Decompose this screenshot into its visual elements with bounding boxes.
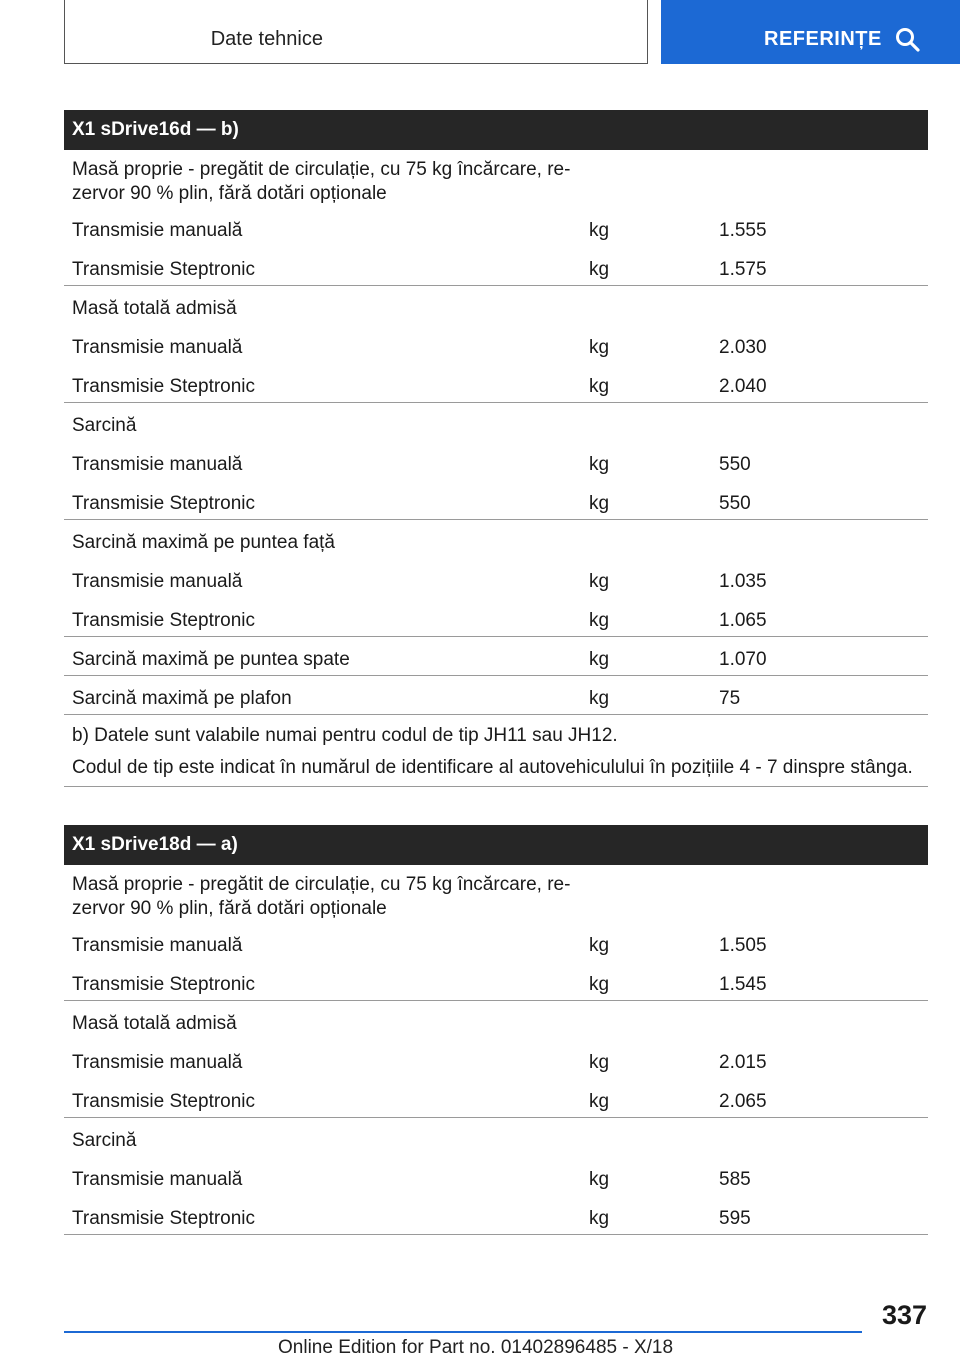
row-unit: kg bbox=[589, 220, 610, 241]
row-label: Transmisie manuală bbox=[72, 337, 243, 358]
row-value: 550 bbox=[719, 493, 751, 514]
row-label: Sarcină maximă pe plafon bbox=[72, 688, 292, 709]
row-unit: kg bbox=[589, 1208, 610, 1229]
table-row bbox=[64, 286, 928, 325]
table-heading: X1 sDrive16d — b) bbox=[64, 110, 928, 150]
row-label: Transmisie Steptronic bbox=[72, 259, 256, 280]
tab-referinte[interactable] bbox=[661, 0, 960, 64]
row-unit: kg bbox=[589, 1052, 610, 1073]
table-row bbox=[64, 150, 928, 208]
edition-text: Online Edition for Part no. 01402896485 - X/18 bbox=[278, 1337, 674, 1358]
table-row bbox=[64, 247, 928, 286]
row-unit: kg bbox=[589, 493, 610, 514]
row-value: 1.505 bbox=[719, 935, 767, 956]
footnote: b) Datele sunt valabile numai pentru codul de tip JH11 sau JH12. bbox=[72, 725, 618, 746]
row-label: Masă totală admisă bbox=[72, 298, 237, 319]
footer-divider bbox=[64, 1331, 862, 1333]
table-row bbox=[64, 865, 928, 923]
table-row bbox=[64, 403, 928, 442]
table-row bbox=[64, 676, 928, 715]
row-unit: kg bbox=[589, 259, 610, 280]
row-unit: kg bbox=[589, 688, 610, 709]
row-value: 2.065 bbox=[719, 1091, 767, 1112]
row-label: Sarcină bbox=[72, 415, 137, 436]
table-row bbox=[64, 923, 928, 962]
row-label: Transmisie manuală bbox=[72, 1052, 243, 1073]
row-value: 2.030 bbox=[719, 337, 767, 358]
table-row bbox=[64, 1196, 928, 1235]
row-label: Transmisie manuală bbox=[72, 454, 243, 475]
table-row bbox=[64, 962, 928, 1001]
table-row bbox=[64, 481, 928, 520]
row-label: Transmisie Steptronic bbox=[72, 1208, 256, 1229]
row-value: 550 bbox=[719, 454, 751, 475]
page-number: 337 bbox=[881, 1300, 927, 1330]
row-unit: kg bbox=[589, 935, 610, 956]
table-notes bbox=[64, 715, 928, 787]
row-label: Sarcină maximă pe puntea spate bbox=[72, 649, 350, 670]
table-row bbox=[64, 442, 928, 481]
row-label: Transmisie Steptronic bbox=[72, 974, 256, 995]
spec-table-sdrive18d bbox=[64, 825, 928, 1235]
table-row bbox=[64, 520, 928, 559]
row-unit: kg bbox=[589, 974, 610, 995]
row-unit: kg bbox=[589, 454, 610, 475]
table-row bbox=[64, 1118, 928, 1157]
intro-line: Masă proprie - pregătit de circulație, cu 75 kg încărcare, re- bbox=[72, 159, 571, 180]
table-row bbox=[64, 637, 928, 676]
row-label: Transmisie Steptronic bbox=[72, 1091, 256, 1112]
tab-label: REFERINȚE bbox=[764, 28, 882, 50]
row-unit: kg bbox=[589, 376, 610, 397]
spec-table-sdrive16d bbox=[64, 110, 928, 787]
row-label: Transmisie manuală bbox=[72, 1169, 243, 1190]
table-heading: X1 sDrive18d — a) bbox=[64, 825, 928, 865]
row-value: 2.015 bbox=[719, 1052, 767, 1073]
row-value: 1.070 bbox=[719, 649, 767, 670]
row-label: Transmisie manuală bbox=[72, 220, 243, 241]
row-value: 1.575 bbox=[719, 259, 767, 280]
intro-line: Masă proprie - pregătit de circulație, cu 75 kg încărcare, re- bbox=[72, 874, 571, 895]
row-value: 2.040 bbox=[719, 376, 767, 397]
search-icon[interactable] bbox=[895, 27, 921, 53]
row-unit: kg bbox=[589, 1169, 610, 1190]
table-row bbox=[64, 208, 928, 247]
row-value: 1.065 bbox=[719, 610, 767, 631]
table-row bbox=[64, 364, 928, 403]
table-row bbox=[64, 559, 928, 598]
intro-line: zervor 90 % plin, fără dotări opționale bbox=[72, 183, 387, 204]
row-label bbox=[72, 873, 572, 921]
row-label: Transmisie manuală bbox=[72, 571, 243, 592]
footnote: Codul de tip este indicat în numărul de identificare al autovehiculului în pozițiile 4 - 7 dinspre stânga. bbox=[72, 757, 913, 778]
table-row bbox=[64, 1040, 928, 1079]
table-row bbox=[64, 1001, 928, 1040]
row-label: Transmisie manuală bbox=[72, 935, 243, 956]
row-value: 595 bbox=[719, 1208, 751, 1229]
row-label: Masă totală admisă bbox=[72, 1013, 237, 1034]
row-label: Sarcină bbox=[72, 1130, 137, 1151]
row-value: 1.555 bbox=[719, 220, 767, 241]
table-row bbox=[64, 598, 928, 637]
row-value: 75 bbox=[719, 688, 741, 709]
row-value: 585 bbox=[719, 1169, 751, 1190]
row-unit: kg bbox=[589, 337, 610, 358]
row-unit: kg bbox=[589, 571, 610, 592]
table-row bbox=[64, 325, 928, 364]
intro-line: zervor 90 % plin, fără dotări opționale bbox=[72, 898, 387, 919]
row-label bbox=[72, 158, 572, 206]
row-label: Transmisie Steptronic bbox=[72, 376, 256, 397]
header-section-box bbox=[64, 0, 648, 64]
row-unit: kg bbox=[589, 649, 610, 670]
row-label: Sarcină maximă pe puntea față bbox=[72, 532, 335, 553]
row-unit: kg bbox=[589, 1091, 610, 1112]
table-row bbox=[64, 1079, 928, 1118]
row-unit: kg bbox=[589, 610, 610, 631]
row-label: Transmisie Steptronic bbox=[72, 610, 256, 631]
row-value: 1.035 bbox=[719, 571, 767, 592]
section-title: Date tehnice bbox=[210, 28, 323, 50]
table-row bbox=[64, 1157, 928, 1196]
row-label: Transmisie Steptronic bbox=[72, 493, 256, 514]
row-value: 1.545 bbox=[719, 974, 767, 995]
